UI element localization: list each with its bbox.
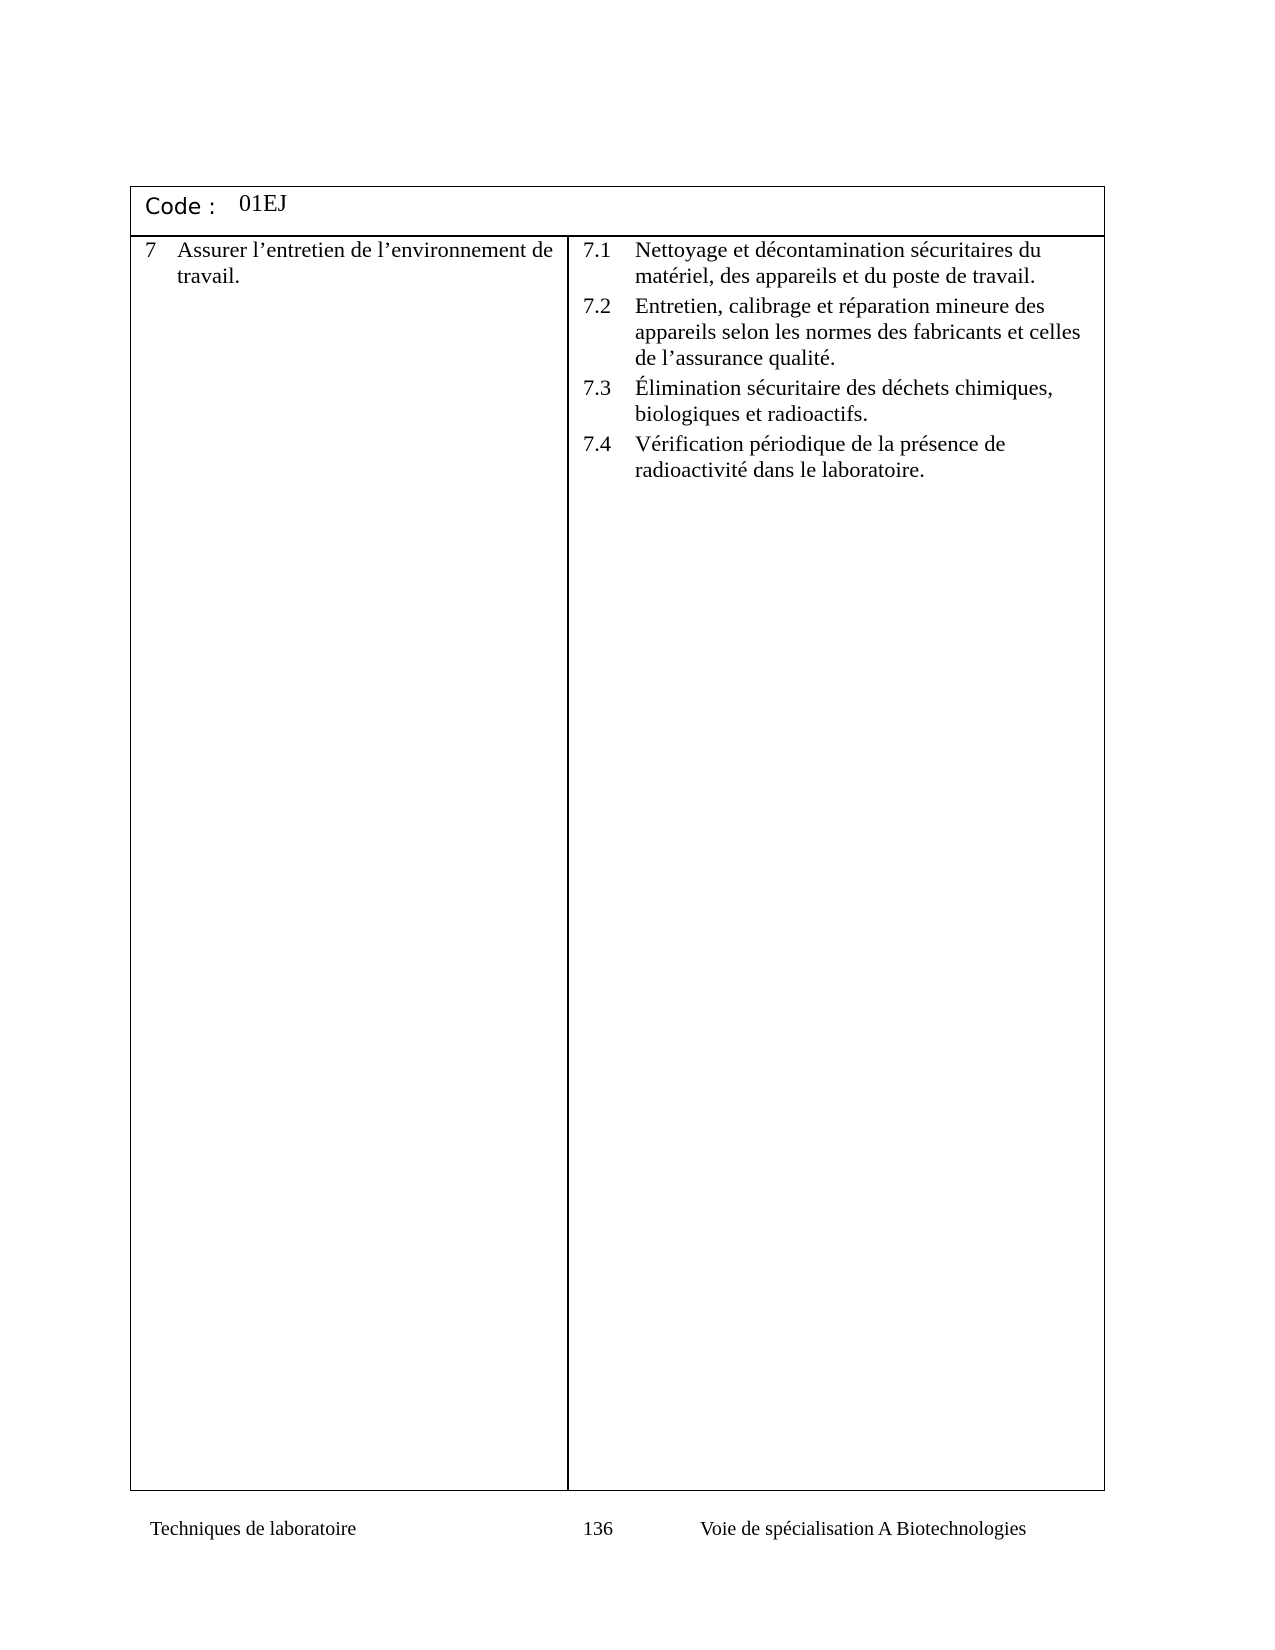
criterion-number: 7.3 (583, 375, 612, 400)
competency-column (131, 237, 567, 1490)
criterion-text: Élimination sécuritaire des déchets chimiques, biologiques et radioactifs. (635, 375, 1053, 426)
criterion-number: 7.4 (583, 431, 612, 456)
criterion-text: Vérification périodique de la présence de radioactivité dans le laboratoire. (635, 431, 1006, 482)
criterion-item (583, 237, 1094, 289)
criterion-number: 7.1 (583, 237, 612, 262)
competency-text: Assurer l’entretien de l’environnement de travail. (177, 237, 554, 288)
code-label: Code : (145, 195, 216, 220)
criterion-item (583, 375, 1094, 427)
code-row (131, 187, 1104, 237)
criterion-item (583, 431, 1094, 483)
criterion-number: 7.2 (583, 293, 612, 318)
criteria-list (583, 237, 1094, 487)
footer-specialization: Voie de spécialisation A Biotechnologies (700, 1518, 1027, 1540)
competency-number: 7 (145, 237, 157, 262)
criteria-column (569, 237, 1104, 1490)
code-value: 01EJ (239, 191, 287, 217)
criterion-item (583, 293, 1094, 371)
document-table (130, 186, 1105, 1491)
competency-statement (145, 237, 555, 289)
footer-program: Techniques de laboratoire (150, 1518, 357, 1540)
page-number: 136 (583, 1518, 613, 1540)
criterion-text: Entretien, calibrage et réparation mineure des appareils selon les normes des fabricants et celles de l’assurance qualité. (635, 293, 1081, 370)
criterion-text: Nettoyage et décontamination sécuritaires du matériel, des appareils et du poste de travail. (635, 237, 1042, 288)
